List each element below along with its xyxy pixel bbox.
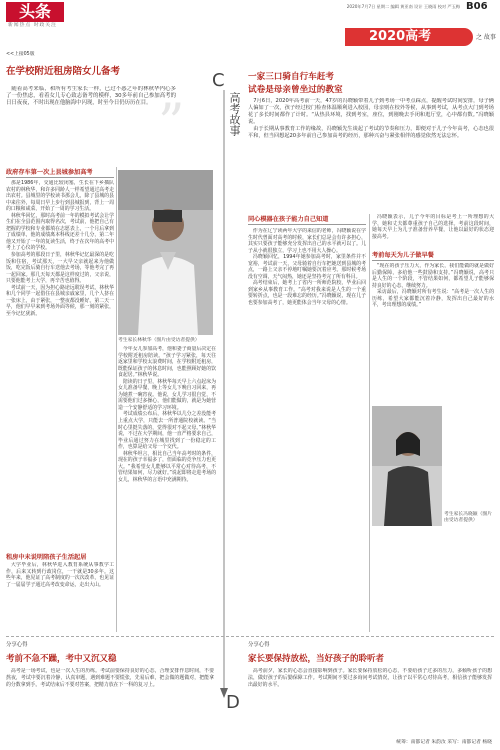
- section-heading-3: 租房中未说明陪孩子生活起居: [6, 554, 87, 561]
- share-left: [6, 640, 216, 748]
- body-column-3: 作为在辽宁读两年大学的来信的老师，冯晓颖说在学生时代曾面对高考的时候，家长们总是会有许多担心，其实只要孩子能够充分发挥出自己的水平就可以了。儿子从小就很独立，学习上也不用大人操心。 冯晓颖回忆，1994年她参加高考时，家里条件并不宽裕，考试前一天，父母骑着自行车把她送到县城的考点，一路上父亲不停地叮嘱她要沉着应考。那时候考场没有空调，天气闷热，她还是坚持考完了所有科目。 高考结束后，她考上了省内一所师范院校，毕业后回到家乡从事教育工作。“高考对我来说是人生的一个重要转折点，也是一段难忘的经历。”冯晓颖说，现在儿子也要参加高考了，她更能体会当年父母的心情。: [248, 228, 366, 307]
- continued-tag: <<上接05版: [6, 52, 35, 57]
- share-left-label: 分享心得: [6, 642, 28, 648]
- credits: 统筹：南都记者 朱韵汝 采写：南都记者 杨晓: [396, 740, 492, 745]
- share-right: [248, 640, 494, 748]
- banner-suffix: 之 故事: [476, 34, 496, 41]
- right-photo-caption: [444, 512, 496, 524]
- left-photo-caption: 考生家长林秋华（图片由受访者提供）: [118, 338, 200, 343]
- banner-text: 2020高考: [369, 29, 432, 44]
- left-intro: 随着高考来临，和所有考生家长一样，已过不惑之年的林秋华内心多了一份焦虑，看着女儿专心致志备考的模样，30多年前自己参加高考的日日夜夜，不时出现在他脑海中闪现，时至今日仍历历在目。: [6, 86, 176, 107]
- section-subtitle: 新闻热点 时政关注: [8, 23, 57, 28]
- person-silhouette-icon: [118, 170, 213, 335]
- share-right-headline: 家长要保持放松，当好孩子的聆听者: [248, 654, 385, 664]
- left-photo: [118, 170, 213, 335]
- section-heading-4: 同心模器在孩子能力自己知道: [248, 216, 329, 223]
- date-line: 2020年7月7日 星期二 编辑 黄亚南 设计 王晓雨 校对 严玉梅: [346, 4, 460, 9]
- banner: [345, 27, 500, 49]
- big-letter-d: D: [226, 692, 240, 713]
- share-right-text: 高考前夕，家长的心态会直接影响到孩子。家长要保持放松的心态，不要给孩子过多的压力，多倾听孩子的想法，做好孩子的后勤保障工作。考试期间不要过多询问考试情况，让孩子以平常心对待高考，相信孩子能够发挥出最好的水平。: [248, 668, 492, 688]
- right-photo: [372, 406, 442, 526]
- body-column-4b: “现在的孩子压力大，作为家长，我们能做的就是做好后勤保障，多给他一些鼓励和支持。”冯晓颖说，高考只是人生的一个阶段，不管结果如何，都希望儿子能够保持良好的心态，继续努力。 采访最后，冯晓颖对所有考生说：“高考是一次人生的历练，希望大家都能沉着冷静，发挥出自己最好的水平，考出理想的成绩。”: [372, 263, 494, 309]
- right-intro: 7月6日，2020年高考前一天，47岁的冯晓颖带着儿子到考场一中考点踩点，提醒考试时间安排，母子俩人偏如了一次，孩子经过校门检查体温顺利进入校园，母亲则在校外等候，从事到考试，从考点大门到考场花了多长时间都作了计时。“从热县环境，找到考室，座位，到刚晚去手闭和逛厅堂，心中都有数。”冯晓颖说。 由于长期从事教育工作的缘故，冯晓颖先生谈起了考试的节奏和压力，即便对于儿子今年高考，心态也很平和，但当回想起20多年前自己参加高考的经历，那种兴奋与紧张相伴的感觉依然无法忘怀。: [248, 98, 494, 139]
- masthead: [0, 0, 500, 30]
- body-column-1: 那是1986年，交通比较闭塞，生长在下乡插队农村的林秋华，和许多同龄人一样希望通过高考走出农村。县城里的学校读书那会儿，除了县城的县中来往外，每周日早上步行到县城报到，背上一周的口粮和咸菜，开始了一周的学习生活。 林秋华回忆，那时高考前一年的模拟考试会让学生们在全县范围内取得名次，考试前，他把自己有把握的学校和专业都填在志愿表上，一个月后拿到了成绩单，他的成绩离本科线还差十几分，第二年他又开始了一年的复读生活，终于在次年的高考中考上了心仪的学校。 参加高考的那段日子里，林秋华记忆最深的是吃饭和住宿，考试那天，一大早父亲就起来为他做饭，吃完饭后骑自行车送他去考场，等他考完了再一起回家。那几天每天都是这样度过的，父亲说，只要他能考上大学，再辛苦也值得。 考试前一天，因为担心路途远耽误考试，林秋华和几个同学一起借住在县城亲戚家里，几个人挤在一张床上，由于紧张，一整夜都没睡好。第二天一早，他们早早来到考场外面等候，那一刻的紧张，至今记忆犹新。: [6, 180, 114, 317]
- big-letter-c: C: [212, 70, 225, 91]
- vertical-title-text: 高考故事: [228, 92, 241, 136]
- share-left-headline: 考前不急不躁，考中又沉又稳: [6, 654, 117, 664]
- right-headline-1: 一家三口骑自行车赶考: [248, 72, 334, 82]
- vertical-arrow: [220, 90, 228, 730]
- vertical-title: [227, 92, 241, 140]
- page-number: B06: [466, 1, 488, 12]
- section-heading-5: 考前每天为儿子做早餐: [372, 252, 434, 259]
- person-silhouette-icon: [372, 406, 442, 526]
- body-column-1b: 大学毕业后，林秋华进入教育系统从事教学工作，后来又转到行政岗位，一干就是30多年。这些年来，他见证了高考制度的一次次改革，也见证了一届届学子通过高考改变命运，走出大山。: [6, 562, 114, 588]
- body-column-2: 今年女儿参加高考，他和妻子商量后决定在学校附近租房陪读。“孩子学习紧张，每天往返家里和学校太浪费时间，在学校附近租房，既能保证孩子的休息时间，也能照顾好她的饮食起居。”林秋华说。 陪读的日子里，林秋华每天早上六点起床为女儿准备早餐，晚上等女儿下晚自习回来，再为她煮一碗宵夜。他说，女儿学习很自觉，不需要他们过多操心，他们能做的，就是为她营造一个安静舒适的学习环境。 考试成绩公布后，林秋华以几分之差没能考上重点大学，只能去一所普通院校就读。“当时心里挺失落的，觉得很对不起父母。”林秋华说，不过在大学期间，他一直严格要求自己，毕业后通过努力在城里找到了一份稳定的工作，也算是给父母一个交代。 林秋华坦言，相比自己当年高考时的条件，现在的孩子幸福多了，但面临的竞争压力也更大。“我希望女儿能够以平常心对待高考，不管结果如何，尽力就好。”说起即将走进考场的女儿，林秋华的言语中充满期待。: [118, 346, 216, 483]
- right-photo-caption-text: 考生家长冯晓颖（图片由受访者提供）: [444, 512, 492, 524]
- left-headline: 在学校附近租房陪女儿备考: [6, 66, 121, 77]
- section-title: 头条: [6, 2, 64, 22]
- quote-mark-icon: ”: [158, 94, 185, 154]
- share-right-label: 分享心得: [248, 642, 270, 648]
- section-heading-1: 政府存车第一次上县城参加高考: [6, 169, 93, 176]
- right-headline-2: 试卷是母亲曾坐过的教室: [248, 85, 343, 95]
- body-column-4a: 冯晓颖表示，儿子今年的目标是考上一所理想的大学，她和丈夫都尊重孩子自己的选择。考前这段时间，她每天早上为儿子准备营养早餐，让他以最好的状态迎接高考。: [372, 214, 494, 240]
- share-left-text: 高考是一场考试，也是一次人生的历练。考试前要保持良好的心态，合理安排作息时间，不要熬夜，考试中要沉着冷静，认真审题，遇到难题不要慌张，先易后难，把会做的题做对，把能拿的分数拿到手。考试结束后不要对答案，把精力放在下一科的复习上。: [6, 668, 214, 688]
